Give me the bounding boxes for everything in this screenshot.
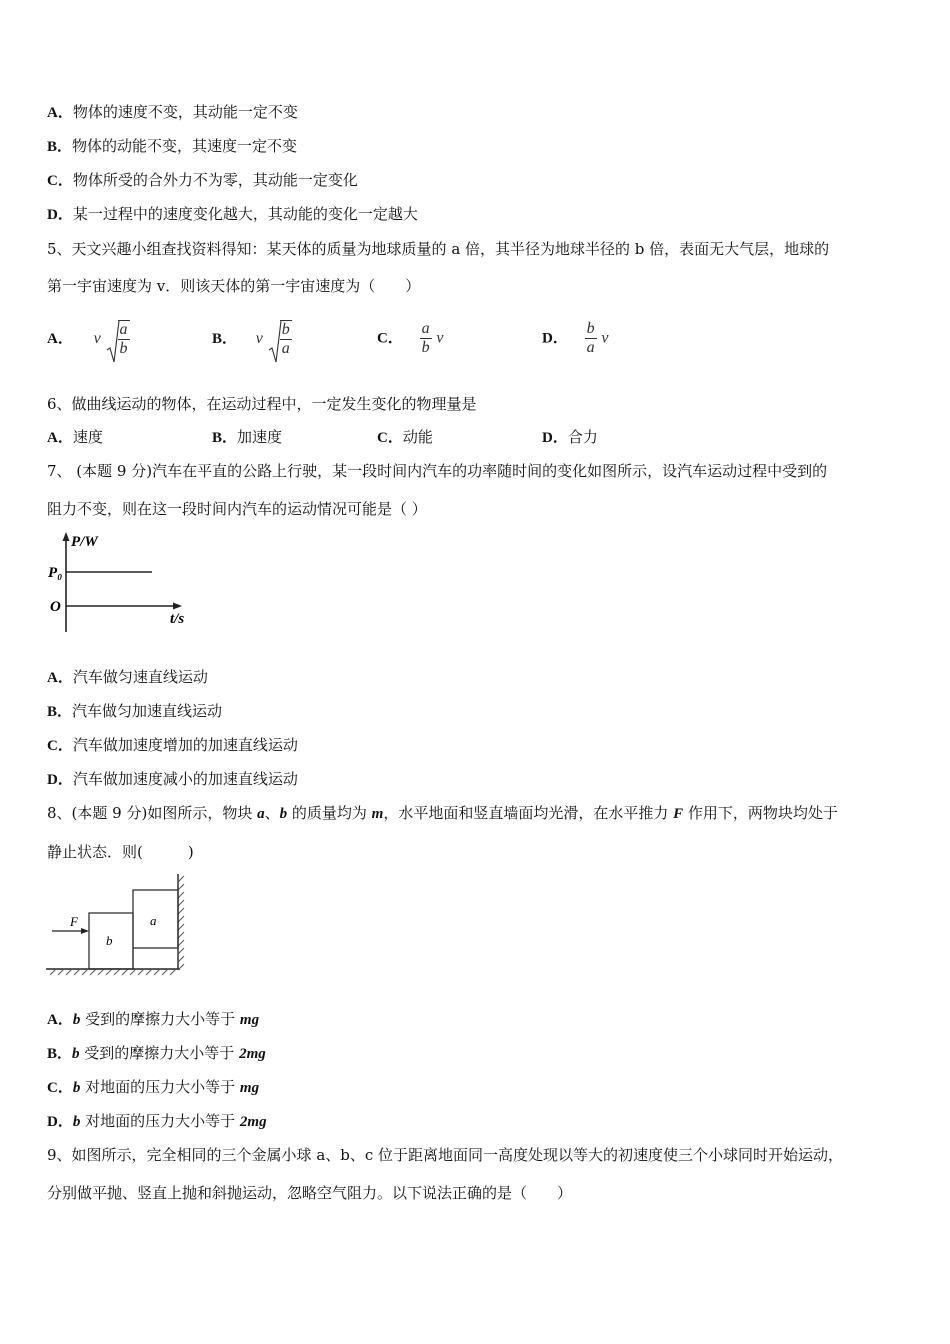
q9-stem-line2: 分别做平抛、竖直上抛和斜抛运动，忽略空气阻力。以下说法正确的是（ ） xyxy=(47,1184,573,1202)
y-axis-arrow-icon xyxy=(63,532,70,541)
blocks-figure xyxy=(44,872,189,978)
q5-stem-line2: 第一宇宙速度为 v．则该天体的第一宇宙速度为（ ） xyxy=(47,277,421,295)
block-b-label: b xyxy=(106,933,113,948)
q4-option-c: C．物体所受的合外力不为零，其动能一定变化 xyxy=(47,171,358,189)
q5-stem-line1: 5、天文兴趣小组查找资料得知：某天体的质量为地球质量的 a 倍，其半径为地球半径的 b 倍，表面无大气层，地球的 xyxy=(47,240,830,258)
q7-option-b: B．汽车做匀加速直线运动 xyxy=(47,702,223,720)
q8-stem-line1: 8、(本题 9 分)如图所示，物块 a、b 的质量均为 m，水平地面和竖直墙面均光滑，在水平推力 F 作用下，两物块均处于 xyxy=(47,804,838,822)
sqrt-symbol: $\frac{b}{a}$ xyxy=(268,320,292,358)
p0-label: P₀ xyxy=(48,565,63,581)
q6-stem: 6、做曲线运动的物体，在运动过程中，一定发生变化的物理量是 xyxy=(47,395,477,413)
q7-stem-line1: 7、 (本题 9 分)汽车在平直的公路上行驶，某一段时间内汽车的功率随时间的变化如图所示，设汽车运动过程中受到的 xyxy=(47,462,828,480)
q5-option-b: B． v $\frac{b}{a}$ xyxy=(212,320,292,358)
q9-stem-line1: 9、如图所示，完全相同的三个金属小球 a、b、c 位于距离地面同一高度处现以等大的初速度使三个小球同时开始运动， xyxy=(47,1146,844,1164)
force-label: F xyxy=(70,914,78,929)
ground-hatch xyxy=(50,969,176,975)
q4-option-d: D．某一过程中的速度变化越大，其动能的变化一定越大 xyxy=(47,205,418,223)
wall-hatch xyxy=(178,876,184,970)
q4-option-b: B．物体的动能不变，其速度一定不变 xyxy=(47,137,298,155)
q4-option-a: A．物体的速度不变，其动能一定不变 xyxy=(47,103,298,121)
sqrt-symbol: $\frac{a}{b}$ xyxy=(106,320,130,358)
q5-option-d: D． $\frac{b}{a}$ v xyxy=(542,320,609,356)
q8-option-c: C．b 对地面的压力大小等于 mg xyxy=(47,1078,260,1096)
x-axis-arrow-icon xyxy=(173,603,182,610)
x-axis-label: t/s xyxy=(170,611,185,627)
q6-option-b: B．加速度 xyxy=(212,428,283,446)
q7-option-a: A．汽车做匀速直线运动 xyxy=(47,668,208,686)
origin-label: O xyxy=(50,599,61,615)
q8-option-b: B．b 受到的摩擦力大小等于 2mg xyxy=(47,1044,266,1062)
q7-option-d: D．汽车做加速度减小的加速直线运动 xyxy=(47,770,298,788)
q7-option-c: C．汽车做加速度增加的加速直线运动 xyxy=(47,736,298,754)
q8-option-d: D．b 对地面的压力大小等于 2mg xyxy=(47,1112,267,1130)
q5-option-c: C． $\frac{a}{b}$ v xyxy=(377,320,444,356)
q8-stem-line2: 静止状态．则( ) xyxy=(47,843,194,861)
q6-option-c: C．动能 xyxy=(377,428,433,446)
q5-option-a: A． v $\frac{a}{b}$ xyxy=(47,320,130,358)
q8-option-a: A．b 受到的摩擦力大小等于 mg xyxy=(47,1010,260,1028)
y-axis-label: P/W xyxy=(71,534,98,550)
q6-option-d: D．合力 xyxy=(542,428,598,446)
block-a-label: a xyxy=(150,913,157,928)
force-arrowhead-icon xyxy=(81,928,89,934)
q7-stem-line2: 阻力不变，则在这一段时间内汽车的运动情况可能是（ ） xyxy=(47,500,427,518)
power-time-graph xyxy=(44,528,204,638)
q6-option-a: A．速度 xyxy=(47,428,103,446)
